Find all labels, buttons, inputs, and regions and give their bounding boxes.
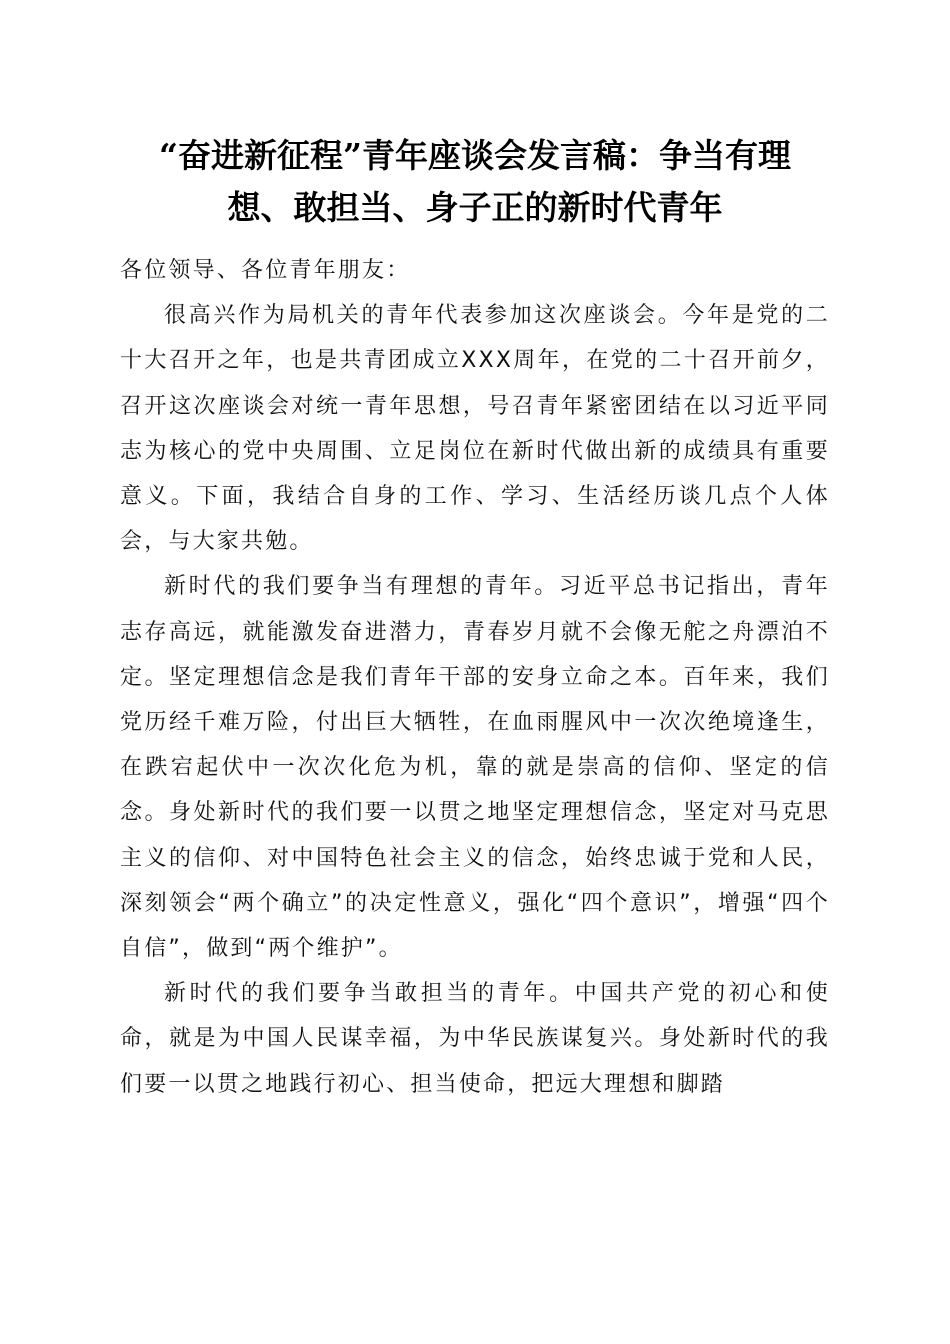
paragraph-responsibility: 新时代的我们要争当敢担当的青年。中国共产党的初心和使命，就是为中国人民谋幸福，为中华民族谋复兴。身处新时代的我们要一以贯之地践行初心、担当使命，把远大理想和脚踏 xyxy=(120,981,830,1097)
title-line-2: 想、敢担当、身子正的新时代青年 xyxy=(227,188,723,227)
document-body xyxy=(120,248,830,1107)
paragraph-ideals: 新时代的我们要争当有理想的青年。习近平总书记指出，青年志存高远，就能激发奋进潜力，青春岁月就不会像无舵之舟漂泊不定。坚定理想信念是我们青年干部的安身立命之本。百年来，我们党历经千难万险，付出巨大牺牲，在血雨腥风中一次次绝境逢生，在跌宕起伏中一次次化危为机，靠的就是崇高的信仰、坚定的信念。身处新时代的我们要一以贯之地坚定理想信念，坚定对马克思主义的信仰、对中国特色社会主义的信念，始终忠诚于党和人民，深刻领会“两个确立”的决定性意义，强化“四个意识”，增强“四个自信”，做到“两个维护”。 xyxy=(120,574,830,962)
document-title xyxy=(120,130,830,234)
title-line-1: “奋进新征程”青年座谈会发言稿：争当有理 xyxy=(159,136,791,175)
paragraph-intro: 很高兴作为局机关的青年代表参加这次座谈会。今年是党的二十大召开之年，也是共青团成立XXX周年，在党的二十召开前夕，召开这次座谈会对统一青年思想，号召青年紧密团结在以习近平同志为核心的党中央周围、立足岗位在新时代做出新的成绩具有重要意义。下面，我结合自身的工作、学习、生活经历谈几点个人体会，与大家共勉。 xyxy=(120,303,830,555)
salutation: 各位领导、各位青年朋友： xyxy=(120,258,411,283)
